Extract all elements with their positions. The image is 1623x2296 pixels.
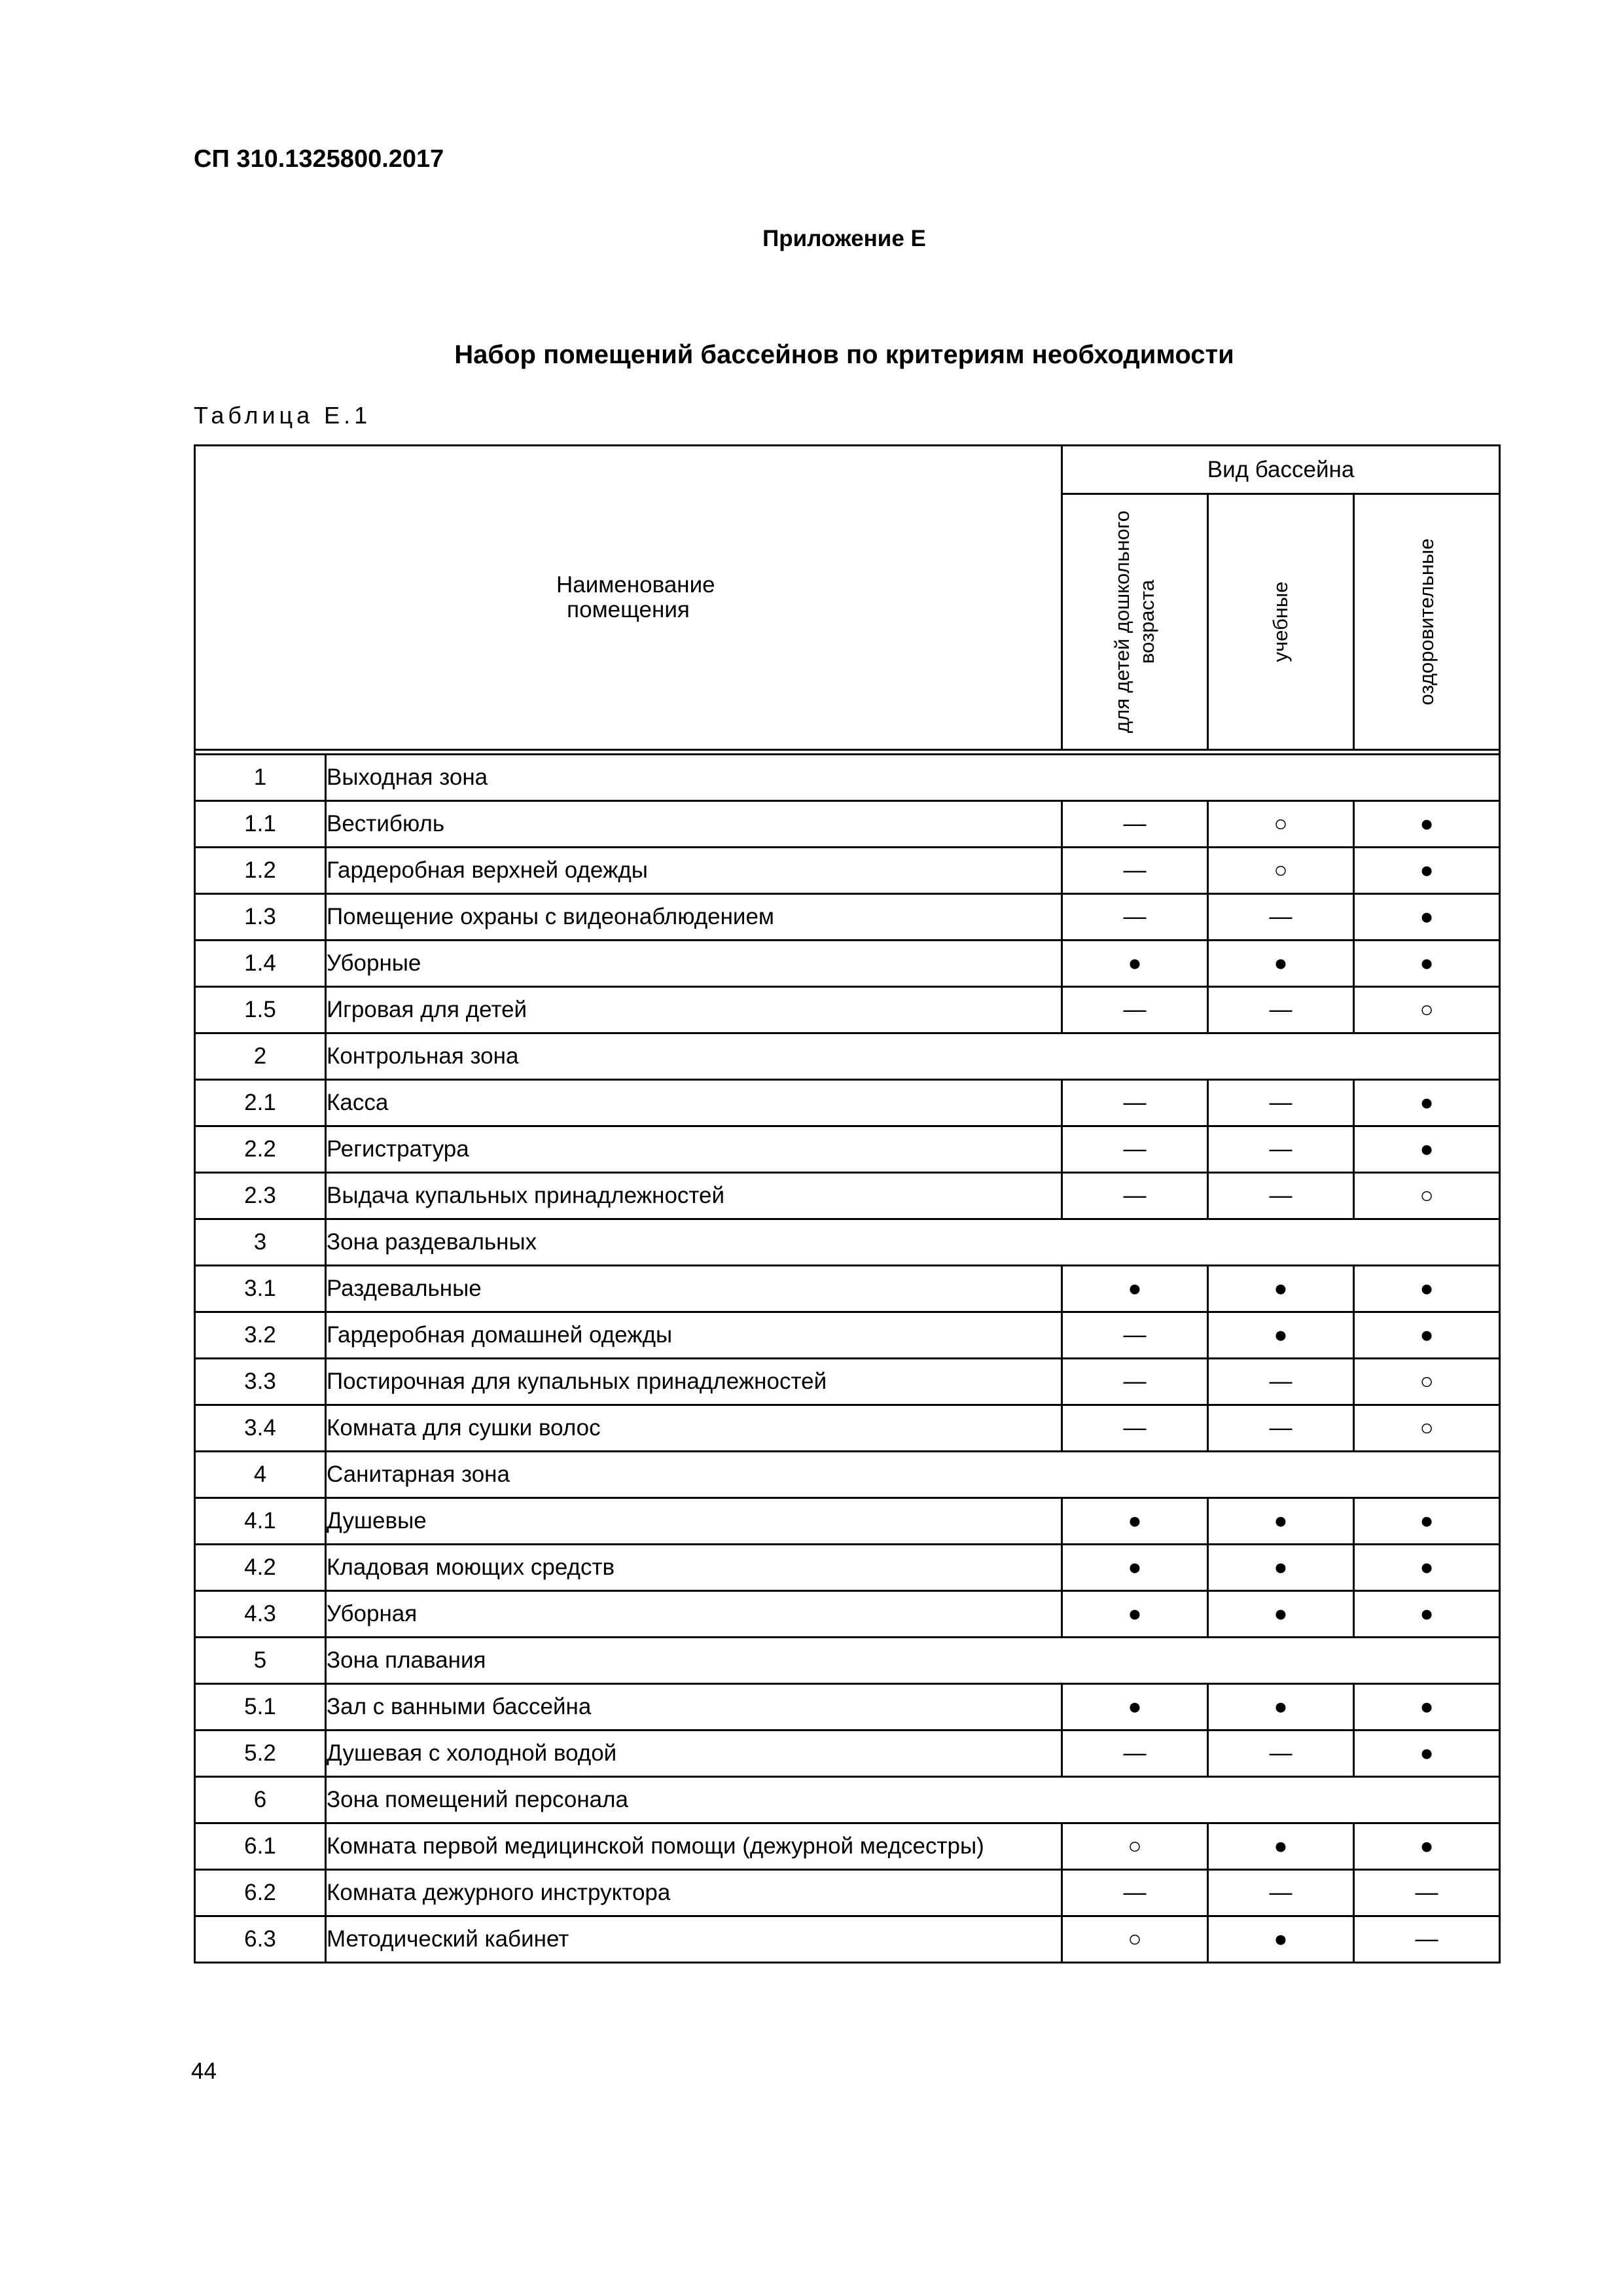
- mark-health: ●: [1354, 1126, 1500, 1173]
- room-name: Гардеробная домашней одежды: [326, 1312, 1062, 1359]
- table-row: [195, 894, 1500, 941]
- mark-training: ●: [1208, 1684, 1354, 1731]
- row-number: 1.4: [195, 941, 326, 987]
- room-name: Контрольная зона: [326, 1033, 1500, 1080]
- section-row: [195, 1033, 1500, 1080]
- table-row: [195, 1731, 1500, 1777]
- room-name: Помещение охраны с видеонаблюдением: [326, 894, 1062, 941]
- room-name: Комната дежурного инструктора: [326, 1870, 1062, 1916]
- mark-training: ●: [1208, 1312, 1354, 1359]
- mark-health: ●: [1354, 1591, 1500, 1638]
- table-row: [195, 1545, 1500, 1591]
- room-name: Санитарная зона: [326, 1452, 1500, 1498]
- table-row: [195, 1126, 1500, 1173]
- room-name: Касса: [326, 1080, 1062, 1126]
- row-number: 2.1: [195, 1080, 326, 1126]
- room-name: Душевые: [326, 1498, 1062, 1545]
- mark-preschool: —: [1062, 1359, 1208, 1405]
- room-name: Кладовая моющих средств: [326, 1545, 1062, 1591]
- section-row: [195, 1452, 1500, 1498]
- mark-health: ●: [1354, 1731, 1500, 1777]
- pool-type-training-header: учебные: [1208, 494, 1354, 750]
- section-row: [195, 755, 1500, 801]
- room-name: Раздевальные: [326, 1266, 1062, 1312]
- room-name: Выдача купальных принадлежностей: [326, 1173, 1062, 1219]
- mark-health: ○: [1354, 1359, 1500, 1405]
- row-number: 4: [195, 1452, 326, 1498]
- mark-training: ●: [1208, 1916, 1354, 1963]
- pool-type-header: Вид бассейна: [1062, 446, 1500, 494]
- mark-preschool: —: [1062, 1870, 1208, 1916]
- room-name-header: Наименование помещения: [195, 446, 1062, 750]
- mark-preschool: —: [1062, 801, 1208, 848]
- appendix-heading: Приложение Е: [762, 226, 926, 251]
- row-number: 4.2: [195, 1545, 326, 1591]
- row-number: 3.4: [195, 1405, 326, 1452]
- row-number: 3.2: [195, 1312, 326, 1359]
- row-number: 4.1: [195, 1498, 326, 1545]
- mark-health: ○: [1354, 987, 1500, 1033]
- room-name: Постирочная для купальных принадлежностей: [326, 1359, 1062, 1405]
- room-name: Комната первой медицинской помощи (дежурной медсестры): [326, 1823, 1062, 1870]
- mark-preschool: ●: [1062, 1498, 1208, 1545]
- row-number: 5: [195, 1638, 326, 1684]
- mark-training: —: [1208, 1126, 1354, 1173]
- row-number: 1.5: [195, 987, 326, 1033]
- header-separator: [195, 750, 1500, 755]
- table-row: [195, 1916, 1500, 1963]
- table-row: [195, 1359, 1500, 1405]
- mark-health: ●: [1354, 1684, 1500, 1731]
- mark-training: —: [1208, 1405, 1354, 1452]
- row-number: 3.3: [195, 1359, 326, 1405]
- table-label: Таблица Е.1: [194, 402, 372, 429]
- room-name: Комната для сушки волос: [326, 1405, 1062, 1452]
- mark-preschool: —: [1062, 1126, 1208, 1173]
- room-name: Уборные: [326, 941, 1062, 987]
- row-number: 2.2: [195, 1126, 326, 1173]
- mark-health: ●: [1354, 1080, 1500, 1126]
- mark-preschool: ○: [1062, 1823, 1208, 1870]
- mark-preschool: —: [1062, 1405, 1208, 1452]
- mark-training: ●: [1208, 1545, 1354, 1591]
- row-number: 1: [195, 755, 326, 801]
- table-row: [195, 1312, 1500, 1359]
- mark-health: ○: [1354, 1405, 1500, 1452]
- mark-training: ●: [1208, 1498, 1354, 1545]
- table-row: [195, 848, 1500, 894]
- section-row: [195, 1219, 1500, 1266]
- table-row: [195, 1870, 1500, 1916]
- table-row: [195, 987, 1500, 1033]
- mark-health: ●: [1354, 1266, 1500, 1312]
- row-number: 4.3: [195, 1591, 326, 1638]
- table-row: [195, 1498, 1500, 1545]
- room-name: Регистратура: [326, 1126, 1062, 1173]
- mark-preschool: —: [1062, 1173, 1208, 1219]
- row-number: 6.2: [195, 1870, 326, 1916]
- room-name: Душевая с холодной водой: [326, 1731, 1062, 1777]
- row-number: 6.3: [195, 1916, 326, 1963]
- table-row: [195, 1591, 1500, 1638]
- mark-preschool: ●: [1062, 1684, 1208, 1731]
- row-number: 5.2: [195, 1731, 326, 1777]
- row-number: 6: [195, 1777, 326, 1823]
- mark-training: ○: [1208, 848, 1354, 894]
- table-row: [195, 801, 1500, 848]
- mark-training: —: [1208, 1359, 1354, 1405]
- row-number: 6.1: [195, 1823, 326, 1870]
- page-number: 44: [191, 2058, 217, 2084]
- table-row: [195, 1405, 1500, 1452]
- mark-health: —: [1354, 1916, 1500, 1963]
- table-row: [195, 1823, 1500, 1870]
- room-name: Выходная зона: [326, 755, 1500, 801]
- mark-health: ●: [1354, 941, 1500, 987]
- room-name: Зона раздевальных: [326, 1219, 1500, 1266]
- mark-preschool: —: [1062, 848, 1208, 894]
- row-number: 1.2: [195, 848, 326, 894]
- mark-training: —: [1208, 1870, 1354, 1916]
- mark-training: —: [1208, 894, 1354, 941]
- row-number: 3: [195, 1219, 326, 1266]
- room-name: Зал с ванными бассейна: [326, 1684, 1062, 1731]
- mark-health: ●: [1354, 1545, 1500, 1591]
- mark-training: ●: [1208, 1591, 1354, 1638]
- table-row: [195, 1684, 1500, 1731]
- room-name: Методический кабинет: [326, 1916, 1062, 1963]
- section-row: [195, 1638, 1500, 1684]
- mark-preschool: —: [1062, 1080, 1208, 1126]
- mark-training: —: [1208, 1173, 1354, 1219]
- room-name: Игровая для детей: [326, 987, 1062, 1033]
- room-name: Зона плавания: [326, 1638, 1500, 1684]
- mark-preschool: —: [1062, 894, 1208, 941]
- mark-preschool: ●: [1062, 1591, 1208, 1638]
- mark-training: —: [1208, 1731, 1354, 1777]
- table-row: [195, 941, 1500, 987]
- row-number: 2.3: [195, 1173, 326, 1219]
- row-number: 3.1: [195, 1266, 326, 1312]
- row-number: 1.3: [195, 894, 326, 941]
- section-row: [195, 1777, 1500, 1823]
- room-name: Гардеробная верхней одежды: [326, 848, 1062, 894]
- mark-health: —: [1354, 1870, 1500, 1916]
- room-name: Вестибюль: [326, 801, 1062, 848]
- mark-training: —: [1208, 987, 1354, 1033]
- document-code: СП 310.1325800.2017: [194, 145, 444, 173]
- mark-training: ○: [1208, 801, 1354, 848]
- page-title: Набор помещений бассейнов по критериям необходимости: [454, 340, 1234, 369]
- mark-preschool: ●: [1062, 941, 1208, 987]
- mark-preschool: —: [1062, 987, 1208, 1033]
- row-number: 2: [195, 1033, 326, 1080]
- mark-preschool: ●: [1062, 1545, 1208, 1591]
- table-row: [195, 1173, 1500, 1219]
- pool-type-preschool-header: для детей дошкольного возраста: [1062, 494, 1208, 750]
- mark-training: ●: [1208, 1823, 1354, 1870]
- row-number: 1.1: [195, 801, 326, 848]
- room-name: Уборная: [326, 1591, 1062, 1638]
- mark-preschool: ●: [1062, 1266, 1208, 1312]
- mark-health: ●: [1354, 1312, 1500, 1359]
- row-number: 5.1: [195, 1684, 326, 1731]
- mark-health: ●: [1354, 1823, 1500, 1870]
- mark-training: ●: [1208, 1266, 1354, 1312]
- table-row: [195, 1080, 1500, 1126]
- mark-training: —: [1208, 1080, 1354, 1126]
- mark-health: ●: [1354, 801, 1500, 848]
- table-row: [195, 1266, 1500, 1312]
- mark-preschool: ○: [1062, 1916, 1208, 1963]
- mark-preschool: —: [1062, 1312, 1208, 1359]
- mark-preschool: —: [1062, 1731, 1208, 1777]
- mark-health: ●: [1354, 894, 1500, 941]
- rooms-table: [194, 444, 1501, 1964]
- mark-health: ●: [1354, 848, 1500, 894]
- pool-type-health-header: оздоровительные: [1354, 494, 1500, 750]
- mark-health: ●: [1354, 1498, 1500, 1545]
- room-name: Зона помещений персонала: [326, 1777, 1500, 1823]
- mark-health: ○: [1354, 1173, 1500, 1219]
- mark-training: ●: [1208, 941, 1354, 987]
